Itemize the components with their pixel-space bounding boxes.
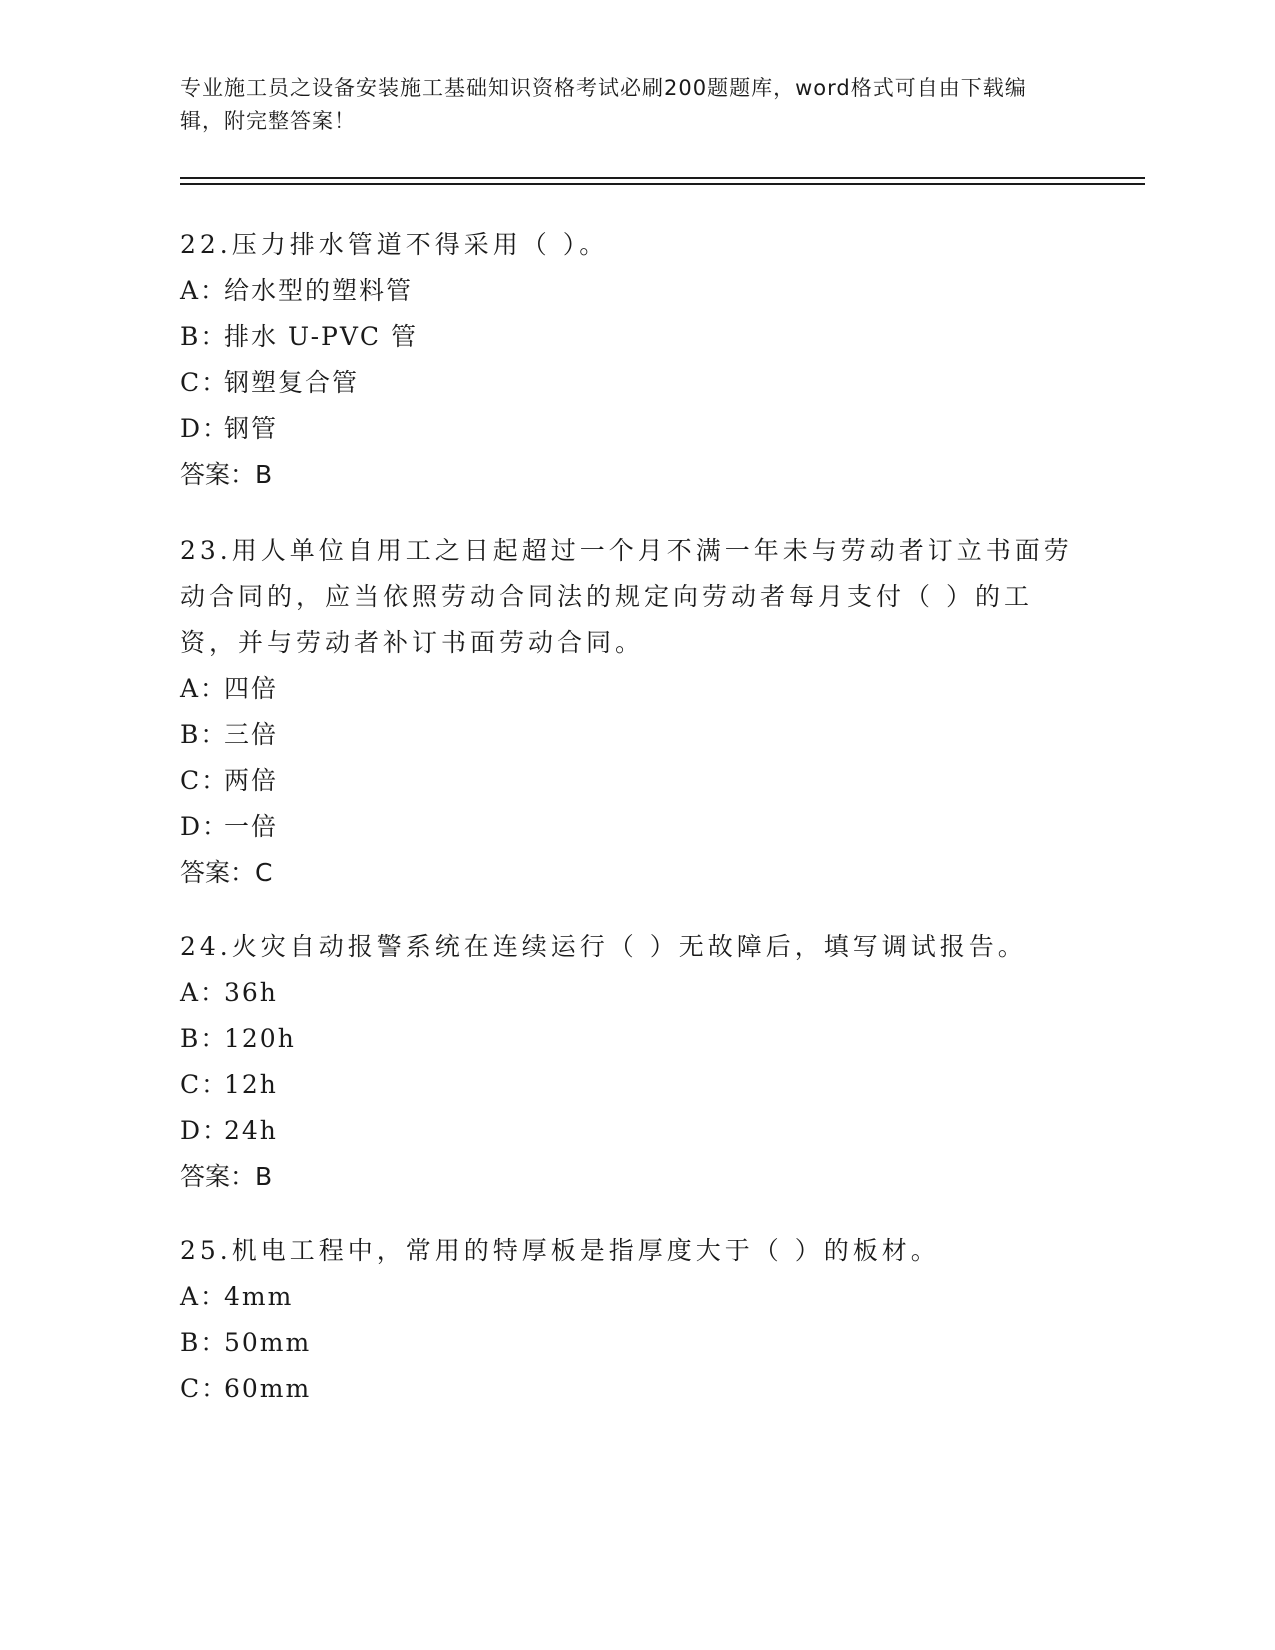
option-text: 4mm [224,1282,294,1311]
option-key: C： [180,368,229,397]
question-stem: 23.用人单位自用工之日起超过一个月不满一年未与劳动者订立书面劳动合同的，应当依照劳动合同法的规定向劳动者每月支付（ ）的工资，并与劳动者补订书面劳动合同。 [180,536,1073,657]
option-key: C： [180,766,229,795]
option-a [180,970,1080,1016]
option-key: A： [180,978,228,1007]
option-text: 36h [224,978,278,1007]
option-b [180,712,1080,758]
question-23 [180,528,1080,896]
option-key: D： [180,812,230,841]
answer-line: 答案：C [180,858,273,887]
option-c [180,1366,1080,1412]
option-key: A： [180,1282,228,1311]
answer-line: 答案：B [180,1162,273,1191]
option-text: 一倍 [224,812,279,841]
option-b [180,314,1080,360]
option-c [180,758,1080,804]
option-key: B： [180,1024,228,1053]
option-key: C： [180,1070,229,1099]
question-stem: 24.火灾自动报警系统在连续运行（ ）无故障后，填写调试报告。 [180,932,1027,961]
option-key: B： [180,1328,228,1357]
option-text: 12h [224,1070,278,1099]
question-24 [180,924,1080,1200]
question-25 [180,1228,1080,1412]
option-text: 三倍 [224,720,279,749]
header-divider-bottom [180,183,1145,185]
document-header: 专业施工员之设备安装施工基础知识资格考试必刷200题题库，word格式可自由下载编辑，附完整答案！ [180,76,1027,133]
option-b [180,1320,1080,1366]
option-d [180,804,1080,850]
option-a [180,268,1080,314]
question-22 [180,222,1080,498]
option-key: A： [180,674,228,703]
option-b [180,1016,1080,1062]
option-text: 50mm [224,1328,312,1357]
option-key: D： [180,1116,230,1145]
option-key: C： [180,1374,229,1403]
option-a [180,666,1080,712]
option-key: B： [180,322,228,351]
option-text: 排水 U-PVC 管 [224,322,418,351]
option-text: 两倍 [224,766,279,795]
option-text: 给水型的塑料管 [224,276,414,305]
option-key: A： [180,276,228,305]
question-stem: 22.压力排水管道不得采用（ ）。 [180,230,609,259]
option-text: 60mm [224,1374,312,1403]
option-a [180,1274,1080,1320]
option-text: 钢塑复合管 [224,368,360,397]
option-d [180,406,1080,452]
option-c [180,360,1080,406]
option-text: 120h [224,1024,296,1053]
answer-line: 答案：B [180,460,273,489]
option-key: B： [180,720,228,749]
option-text: 24h [224,1116,278,1145]
header-divider-top [180,177,1145,179]
option-key: D： [180,414,230,443]
question-stem: 25.机电工程中，常用的特厚板是指厚度大于（ ）的板材。 [180,1236,940,1265]
option-text: 钢管 [224,414,279,443]
option-c [180,1062,1080,1108]
option-text: 四倍 [224,674,279,703]
option-d [180,1108,1080,1154]
